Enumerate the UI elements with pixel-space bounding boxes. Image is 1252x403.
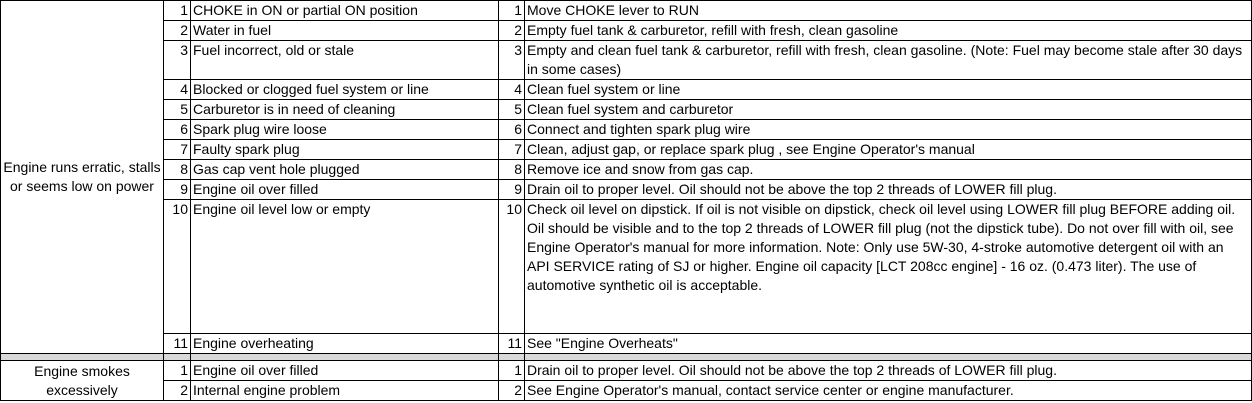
cause-cell: Spark plug wire loose — [191, 120, 499, 140]
problem-cell: Engine runs erratic, stalls or seems low on power — [1, 1, 164, 354]
remedy-cell: Clean fuel system or line — [525, 80, 1252, 100]
remedy-number: 6 — [499, 120, 525, 140]
cause-cell: CHOKE in ON or partial ON position — [191, 1, 499, 21]
table-row — [1, 200, 1252, 334]
table-row — [1, 334, 1252, 354]
remedy-number: 2 — [499, 21, 525, 41]
separator-cell — [1, 354, 164, 361]
table-row — [1, 120, 1252, 140]
cause-number: 10 — [164, 200, 191, 334]
cause-cell: Fuel incorrect, old or stale — [191, 41, 499, 80]
remedy-cell: See "Engine Overheats" — [525, 334, 1252, 354]
remedy-cell: Drain oil to proper level. Oil should not be above the top 2 threads of LOWER fill plug. — [525, 180, 1252, 200]
cause-cell: Engine oil over filled — [191, 361, 499, 381]
table-row — [1, 41, 1252, 80]
cause-cell: Blocked or clogged fuel system or line — [191, 80, 499, 100]
remedy-number: 10 — [499, 200, 525, 334]
remedy-cell: Connect and tighten spark plug wire — [525, 120, 1252, 140]
remedy-number: 1 — [499, 361, 525, 381]
cause-cell: Internal engine problem — [191, 381, 499, 401]
remedy-cell: Drain oil to proper level. Oil should not be above the top 2 threads of LOWER fill plug. — [525, 361, 1252, 381]
remedy-cell: Empty fuel tank & carburetor, refill with fresh, clean gasoline — [525, 21, 1252, 41]
cause-cell: Faulty spark plug — [191, 140, 499, 160]
remedy-cell: Remove ice and snow from gas cap. — [525, 160, 1252, 180]
cause-cell: Water in fuel — [191, 21, 499, 41]
remedy-number: 8 — [499, 160, 525, 180]
separator-cell — [499, 354, 525, 361]
cause-number: 2 — [164, 21, 191, 41]
cause-number: 1 — [164, 1, 191, 21]
table-row — [1, 1, 1252, 21]
remedy-number: 5 — [499, 100, 525, 120]
table-row — [1, 80, 1252, 100]
cause-number: 9 — [164, 180, 191, 200]
remedy-number: 3 — [499, 41, 525, 80]
cause-cell: Gas cap vent hole plugged — [191, 160, 499, 180]
remedy-cell: Move CHOKE lever to RUN — [525, 1, 1252, 21]
separator-cell — [191, 354, 499, 361]
group-separator — [1, 354, 1252, 361]
table-row — [1, 160, 1252, 180]
separator-cell — [164, 354, 191, 361]
cause-number: 2 — [164, 381, 191, 401]
cause-cell: Engine overheating — [191, 334, 499, 354]
separator-cell — [525, 354, 1252, 361]
table-row — [1, 21, 1252, 41]
table-row — [1, 361, 1252, 381]
table-row — [1, 140, 1252, 160]
remedy-cell: Clean, adjust gap, or replace spark plug , see Engine Operator's manual — [525, 140, 1252, 160]
table-row — [1, 100, 1252, 120]
cause-cell: Engine oil over filled — [191, 180, 499, 200]
cause-cell: Carburetor is in need of cleaning — [191, 100, 499, 120]
remedy-number: 2 — [499, 381, 525, 401]
table-row — [1, 381, 1252, 401]
cause-number: 1 — [164, 361, 191, 381]
cause-number: 6 — [164, 120, 191, 140]
remedy-number: 4 — [499, 80, 525, 100]
remedy-number: 9 — [499, 180, 525, 200]
cause-cell: Engine oil level low or empty — [191, 200, 499, 334]
table-row — [1, 180, 1252, 200]
remedy-cell: Empty and clean fuel tank & carburetor, refill with fresh, clean gasoline. (Note: Fuel may become stale after 30 days in some cases) — [525, 41, 1252, 80]
remedy-number: 7 — [499, 140, 525, 160]
remedy-number: 1 — [499, 1, 525, 21]
cause-number: 7 — [164, 140, 191, 160]
remedy-cell: Clean fuel system and carburetor — [525, 100, 1252, 120]
cause-number: 3 — [164, 41, 191, 80]
remedy-number: 11 — [499, 334, 525, 354]
remedy-cell: Check oil level on dipstick. If oil is not visible on dipstick, check oil level using LOWER fill plug BEFORE adding oil. Oil should be visible and to the top 2 threads of LOWER fill plug (not the dipstick tube). Do not over fill with oil, see Engine Operator's manual for more information. Note: Only use 5W-30, 4-stroke automotive detergent oil with an API SERVICE rating of SJ or higher. Engine oil capacity [LCT 208cc engine] - 16 oz. (0.473 liter). The use of automotive synthetic oil is acceptable. — [525, 200, 1252, 334]
remedy-cell: See Engine Operator's manual, contact service center or engine manufacturer. — [525, 381, 1252, 401]
cause-number: 5 — [164, 100, 191, 120]
problem-cell: Engine smokes excessively — [1, 361, 164, 401]
cause-number: 11 — [164, 334, 191, 354]
cause-number: 4 — [164, 80, 191, 100]
cause-number: 8 — [164, 160, 191, 180]
